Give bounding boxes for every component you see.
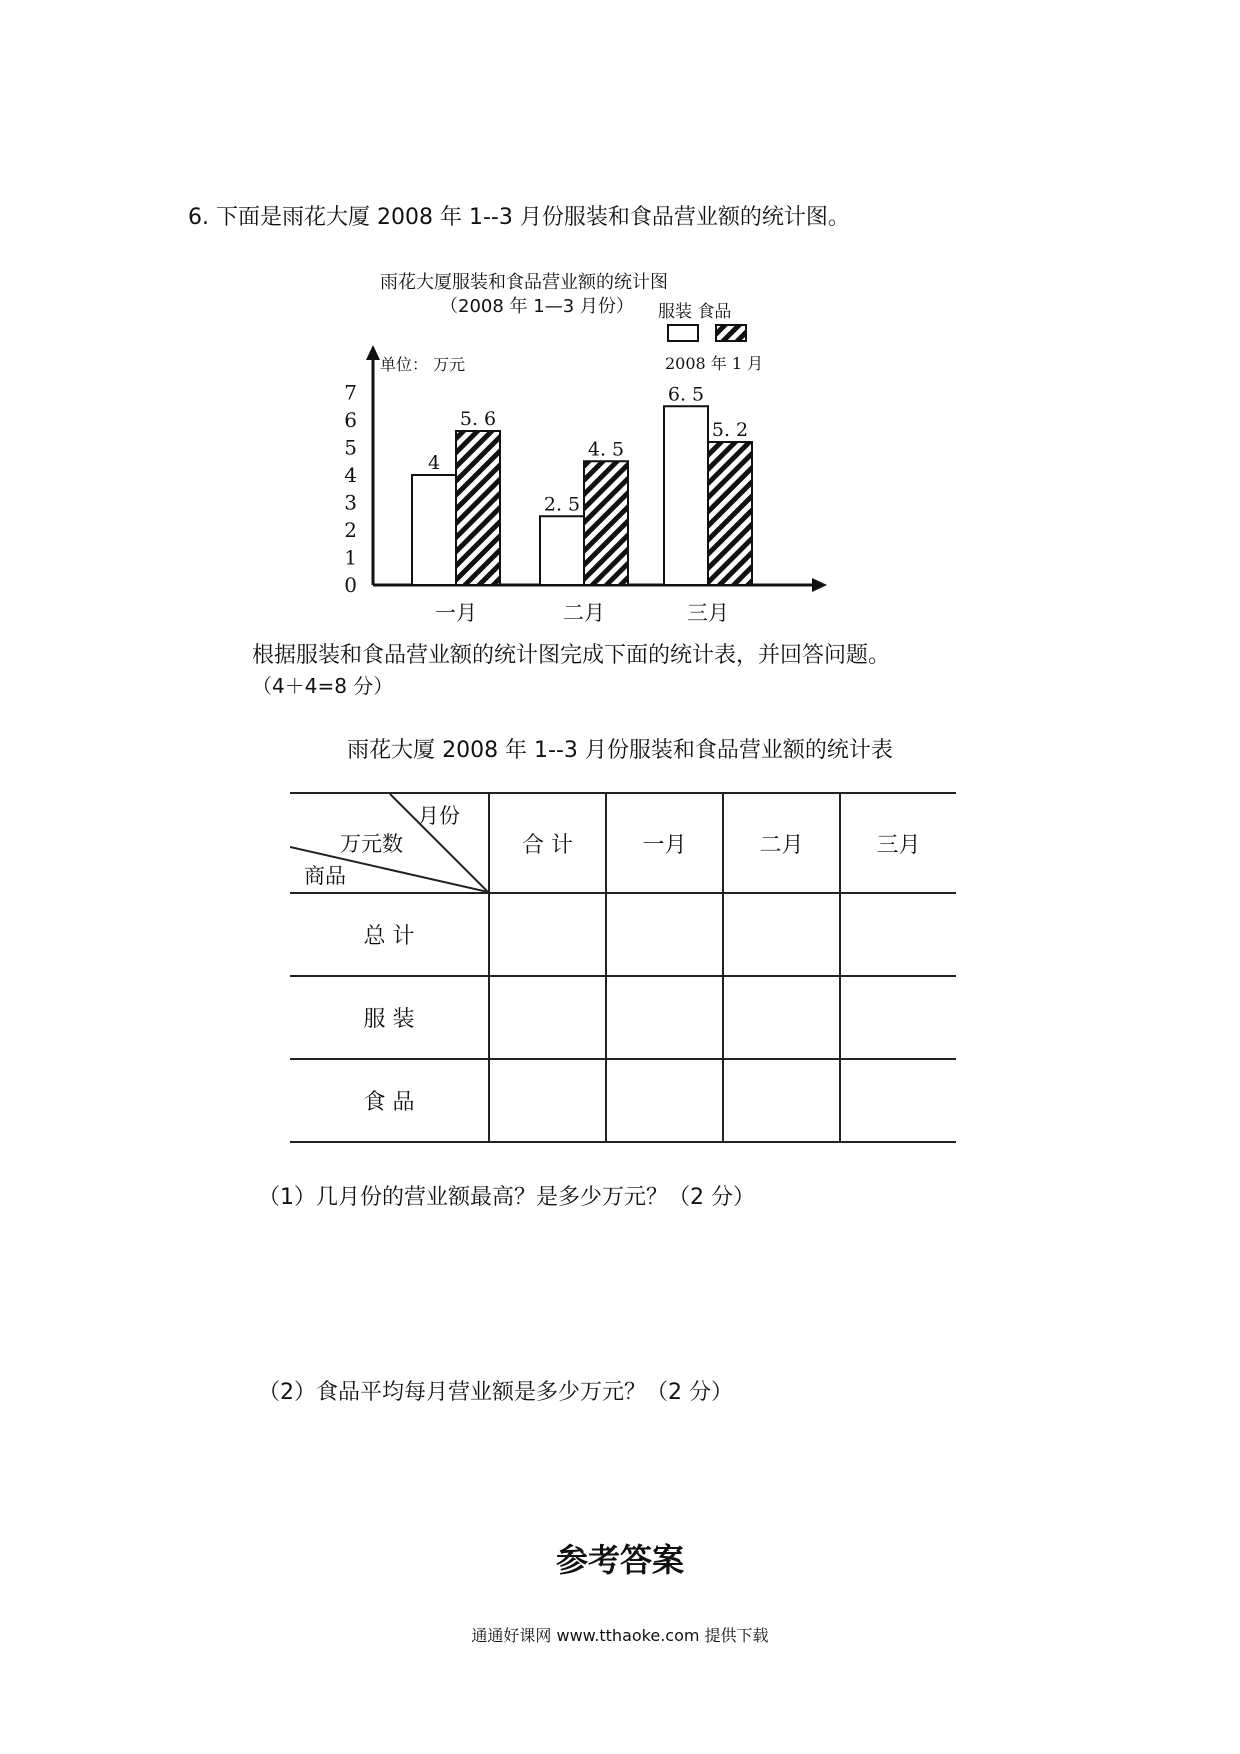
- bar-food: [456, 431, 500, 585]
- col-header-feb: 二月: [723, 793, 840, 893]
- y-tick-label: 5: [344, 435, 357, 460]
- diagonal-header: [290, 793, 489, 893]
- y-tick-label: 2: [344, 518, 357, 542]
- instruction: 根据服装和食品营业额的统计图完成下面的统计表，并回答问题。: [252, 643, 891, 668]
- answer-cell[interactable]: [489, 1059, 606, 1142]
- bar-food: [708, 442, 752, 585]
- legend-note: 2008 年 1 月: [665, 354, 764, 373]
- data-label: 4: [427, 452, 441, 474]
- data-label: 2. 5: [543, 493, 581, 516]
- answer-heading: 参考答案: [555, 1541, 684, 1579]
- bar-clothing: [664, 406, 708, 585]
- y-tick-label: 3: [344, 490, 357, 515]
- bar-clothing: [540, 516, 584, 585]
- legend-labels: 服装 食品: [658, 302, 732, 322]
- question-2: （2）食品平均每月营业额是多少万元？（2 分）: [258, 1380, 733, 1405]
- y-tick-label: 4: [344, 463, 357, 487]
- table-row: [290, 1059, 956, 1142]
- y-tick-label: 0: [344, 573, 357, 597]
- data-label: 5. 6: [459, 408, 497, 430]
- legend-swatch-clothing: [668, 325, 698, 341]
- table-row: [290, 976, 956, 1059]
- table-row: [290, 893, 956, 976]
- col-header-total: 合 计: [489, 793, 606, 893]
- y-tick-label: 6: [344, 408, 357, 432]
- table-title: 雨花大厦 2008 年 1--3 月份服装和食品营业额的统计表: [347, 738, 893, 763]
- y-axis-arrow: [366, 345, 380, 360]
- question-1: （1）几月份的营业额最高？是多少万元？（2 分）: [258, 1185, 755, 1210]
- chart-subtitle: （2008 年 1—3 月份）: [440, 296, 634, 317]
- stat-table: [290, 792, 956, 1143]
- header-goods: 商品: [304, 864, 346, 888]
- bar-food: [584, 461, 628, 585]
- answer-cell[interactable]: [840, 893, 956, 976]
- answer-cell[interactable]: [723, 976, 840, 1059]
- row-label-total: 总 计: [290, 893, 489, 976]
- legend-swatch-food: [716, 325, 746, 341]
- footer: 通通好课网 www.tthaoke.com 提供下载: [471, 1626, 769, 1645]
- y-tick-label: 1: [344, 545, 357, 570]
- unit-label: 单位： 万元: [380, 355, 466, 374]
- chart-title: 雨花大厦服装和食品营业额的统计图: [380, 272, 668, 293]
- answer-cell[interactable]: [840, 976, 956, 1059]
- answer-cell[interactable]: [489, 893, 606, 976]
- answer-cell[interactable]: [606, 893, 723, 976]
- x-tick-label: 二月: [563, 601, 605, 625]
- y-tick-label: 7: [344, 380, 357, 405]
- bar-chart: [0, 0, 1240, 640]
- answer-cell[interactable]: [723, 893, 840, 976]
- header-amount: 万元数: [340, 832, 403, 856]
- score-note: （4＋4=8 分）: [252, 674, 394, 698]
- answer-cell[interactable]: [606, 1059, 723, 1142]
- data-label: 5. 2: [711, 419, 749, 441]
- table-header-row: [290, 793, 956, 893]
- question-6: 6. 下面是雨花大厦 2008 年 1--3 月份服装和食品营业额的统计图。: [188, 205, 850, 230]
- answer-cell[interactable]: [840, 1059, 956, 1142]
- col-header-jan: 一月: [606, 793, 723, 893]
- data-label: 4. 5: [587, 438, 625, 461]
- answer-cell[interactable]: [723, 1059, 840, 1142]
- x-tick-label: 一月: [435, 601, 477, 625]
- col-header-mar: 三月: [840, 793, 956, 893]
- data-label: 6. 5: [667, 383, 705, 406]
- answer-cell[interactable]: [489, 976, 606, 1059]
- x-axis-arrow: [812, 578, 827, 592]
- x-tick-label: 三月: [687, 601, 729, 625]
- bar-clothing: [412, 475, 456, 585]
- header-month: 月份: [418, 804, 460, 828]
- row-label-food: 食 品: [290, 1059, 489, 1142]
- row-label-clothing: 服 装: [290, 976, 489, 1059]
- answer-cell[interactable]: [606, 976, 723, 1059]
